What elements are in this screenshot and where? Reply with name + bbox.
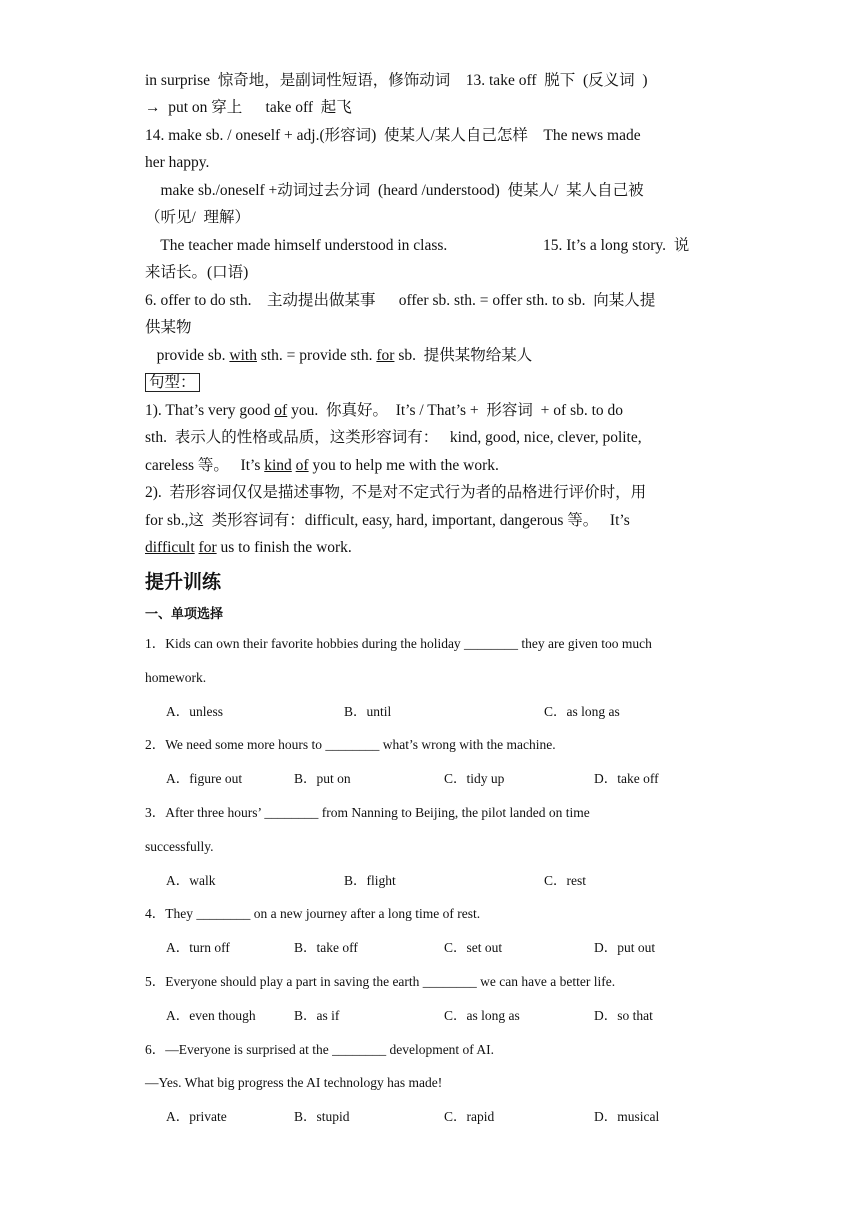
question-stem: 1．Kids can own their favorite hobbies during the holiday ________ they are given too much [145,636,652,651]
note-line: in surprise 惊奇地，是副词性短语，修饰动词 13. take off 脱下 (反义词 ) [145,72,648,89]
note-line: make sb./oneself +动词过去分词 (heard /understood) 使某人/ 某人自己被 [145,182,644,199]
note-line: 2). 若形容词仅仅是描述事物, 不是对不定式行为者的品格进行评价时，用 [145,484,647,501]
question-stem: homework. [145,670,207,685]
option-a: A．figure out [166,771,243,786]
option-a: A．private [166,1109,227,1124]
note-line: → put on 穿上 take off 起飞 [145,99,352,116]
question-stem: —Yes. What big progress the AI technology has made! [145,1075,443,1090]
option-d: D．so that [594,1008,653,1023]
option-a: A．walk [166,873,216,888]
note-line: careless 等。 It’s kind of you to help me with the work. [145,457,499,474]
note-line: 来话长。(口语) [145,264,249,281]
option-b: B．as if [294,1008,340,1023]
question-stem: successfully. [145,839,214,854]
option-d: D．put out [594,940,656,955]
option-b: B．stupid [294,1109,350,1124]
question-stem: 3．After three hours’ ________ from Nanning to Beijing, the pilot landed on time [145,805,590,820]
option-c: C．as long as [544,704,620,719]
option-b: B．until [344,704,392,719]
option-c: C．rapid [444,1109,495,1124]
option-b: B．flight [344,873,396,888]
subsection-title: 一、单项选择 [145,607,224,622]
note-line: difficult for us to finish the work. [145,539,352,556]
note-line: 1). That’s very good of you. 你真好。 It’s / That’s + 形容词 + of sb. to do [145,402,624,419]
section-title: 提升训练 [145,571,222,593]
option-a: A．even though [166,1008,256,1023]
option-a: A．unless [166,704,223,719]
option-d: D．take off [594,771,659,786]
option-b: B．put on [294,771,351,786]
option-c: C．set out [444,940,503,955]
option-c: C．rest [544,873,586,888]
note-line: 6. offer to do sth. 主动提出做某事 offer sb. sth. = offer sth. to sb. 向某人提 [145,292,656,309]
option-c: C．as long as [444,1008,520,1023]
option-a: A．turn off [166,940,230,955]
note-line: 15. It’s a long story. 说 [543,237,690,254]
question-stem: 4．They ________ on a new journey after a long time of rest. [145,906,481,921]
sentence-pattern-label: 句型： [145,373,200,393]
note-line: for sb.,这 类形容词有：difficult, easy, hard, important, dangerous 等。 It’s [145,512,630,529]
question-stem: 5．Everyone should play a part in saving the earth ________ we can have a better life. [145,974,616,989]
option-b: B．take off [294,940,358,955]
question-stem: 2．We need some more hours to ________ what’s wrong with the machine. [145,737,556,752]
note-line: her happy. [145,154,210,171]
note-line: 14. make sb. / oneself + adj.(形容词) 使某人/某人自己怎样 The news made [145,127,641,144]
note-line: （听见/ 理解） [145,209,251,226]
note-line: sth. 表示人的性格或品质，这类形容词有： kind, good, nice, clever, polite, [145,429,642,446]
option-c: C．tidy up [444,771,505,786]
option-d: D．musical [594,1109,660,1124]
question-stem: 6．—Everyone is surprised at the ________ development of AI. [145,1042,495,1057]
note-line: 供某物 [145,319,192,336]
note-line: The teacher made himself understood in class. [145,237,448,254]
note-line: provide sb. with sth. = provide sth. for sb. 提供某物给某人 [145,347,533,364]
